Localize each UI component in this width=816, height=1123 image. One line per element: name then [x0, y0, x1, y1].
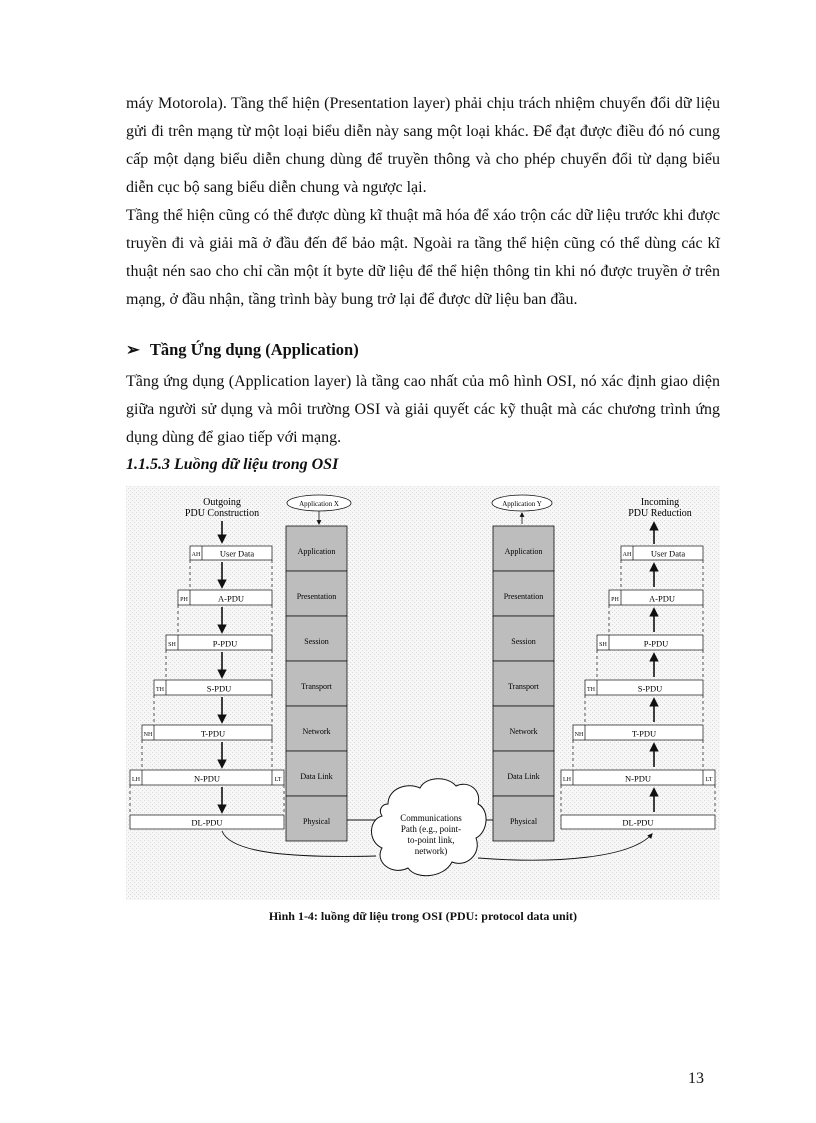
left-pdu-a: A-PDU [218, 593, 244, 604]
right-header-nh: NH [574, 732, 584, 738]
left-layer-presentation: Presentation [296, 592, 337, 601]
right-pdu-a: A-PDU [649, 593, 675, 604]
left-pdu-p: P-PDU [212, 638, 238, 649]
left-pdu-t: T-PDU [200, 728, 226, 739]
subsection-heading: 1.1.5.3 Luồng dữ liệu trong OSI [126, 456, 339, 473]
left-layer-network: Network [302, 727, 331, 736]
left-title-line2: PDU Construction [184, 508, 260, 519]
left-trailer-lt: LT [274, 777, 282, 783]
left-header-ah: AH [191, 552, 201, 558]
right-layer-transport: Transport [508, 682, 539, 691]
paragraph-presentation-2: Tầng thể hiện cũng có thể được dùng kĩ thuật mã hóa để xáo trộn các dữ liệu trước khi được truyền đi và giải mã ở đầu đến để bảo mật. Ngoài ra tầng thể hiện cũng có thể dùng các kĩ thuật nén sao cho chỉ cần một ít byte dữ liệu để thể hiện thông tin khi nó được truyền ở trên mạng, ở đầu nhận, tầng trình bày bung trở lại để được dữ liệu ban đầu. [126, 207, 720, 308]
left-layer-session: Session [304, 637, 329, 646]
right-layer-session: Session [511, 637, 536, 646]
right-pdu-t: T-PDU [631, 728, 657, 739]
right-title-line1: Incoming [640, 497, 680, 508]
left-layer-datalink: Data Link [300, 772, 333, 781]
right-pdu-s: S-PDU [637, 683, 663, 694]
right-title-line2: PDU Reduction [628, 508, 692, 519]
right-pdu-p: P-PDU [643, 638, 669, 649]
left-layer-transport: Transport [301, 682, 332, 691]
left-pdu-user-data: User Data [219, 548, 255, 559]
left-header-th: TH [156, 687, 164, 693]
right-layer-stack [493, 526, 554, 841]
right-header-ah: AH [622, 552, 632, 558]
right-header-ph: PH [611, 597, 619, 603]
paragraph-application: Tầng ứng dụng (Application layer) là tầng cao nhất của mô hình OSI, nó xác định giao diện giữa người sử dụng và môi trường OSI và giải quyết các kỹ thuật mà các chương trình ứng dụng dùng để giao tiếp với mạng. [126, 373, 720, 446]
right-header-lh: LH [563, 777, 571, 783]
left-layer-stack [286, 526, 347, 841]
right-pdu-user-data: User Data [650, 548, 686, 559]
right-layer-network: Network [509, 727, 538, 736]
left-pdu-dl: DL-PDU [191, 817, 223, 828]
left-header-sh: SH [168, 642, 176, 648]
right-header-th: TH [587, 687, 595, 693]
heading-text: Tầng Ứng dụng (Application) [149, 340, 359, 359]
left-header-ph: PH [180, 597, 188, 603]
right-pdu-n: N-PDU [625, 773, 651, 784]
application-y-label: Application Y [502, 500, 542, 508]
page-number: 13 [688, 1070, 704, 1087]
right-pdu-dl: DL-PDU [622, 817, 654, 828]
left-title-line1: Outgoing [203, 497, 241, 508]
right-layer-presentation: Presentation [503, 592, 544, 601]
section-heading-application [126, 340, 359, 360]
cloud-line3: to-point link, [407, 835, 455, 845]
application-x-label: Application X [299, 500, 339, 508]
cloud-line2: Path (e.g., point- [400, 824, 462, 834]
right-header-sh: SH [599, 642, 607, 648]
left-layer-physical: Physical [302, 817, 331, 826]
osi-data-flow-figure [126, 486, 720, 900]
left-header-nh: NH [143, 732, 153, 738]
left-layer-application: Application [297, 547, 336, 556]
left-pdu-s: S-PDU [206, 683, 232, 694]
left-header-lh: LH [132, 777, 140, 783]
right-trailer-lt: LT [705, 777, 713, 783]
cloud-line4: network) [414, 846, 448, 856]
right-layer-datalink: Data Link [507, 772, 540, 781]
left-pdu-n: N-PDU [194, 773, 220, 784]
right-layer-application: Application [504, 547, 543, 556]
paragraph-presentation-1: máy Motorola). Tầng thể hiện (Presentation layer) phải chịu trách nhiệm chuyển đổi dữ liệu gửi đi trên mạng từ một loại biểu diễn này sang một loại khác. Để đạt được điều đó nó cung cấp một dạng biểu diễn chung dùng để truyền thông và cho phép chuyển đổi từ dạng biểu diễn cục bộ sang biểu diễn chung và ngược lại. [126, 95, 720, 196]
bullet-arrow-icon: ➢ [126, 340, 140, 359]
figure-caption: Hình 1-4: luồng dữ liệu trong OSI (PDU: protocol data unit) [268, 909, 578, 923]
cloud-line1: Communications [400, 813, 462, 823]
right-layer-physical: Physical [509, 817, 538, 826]
